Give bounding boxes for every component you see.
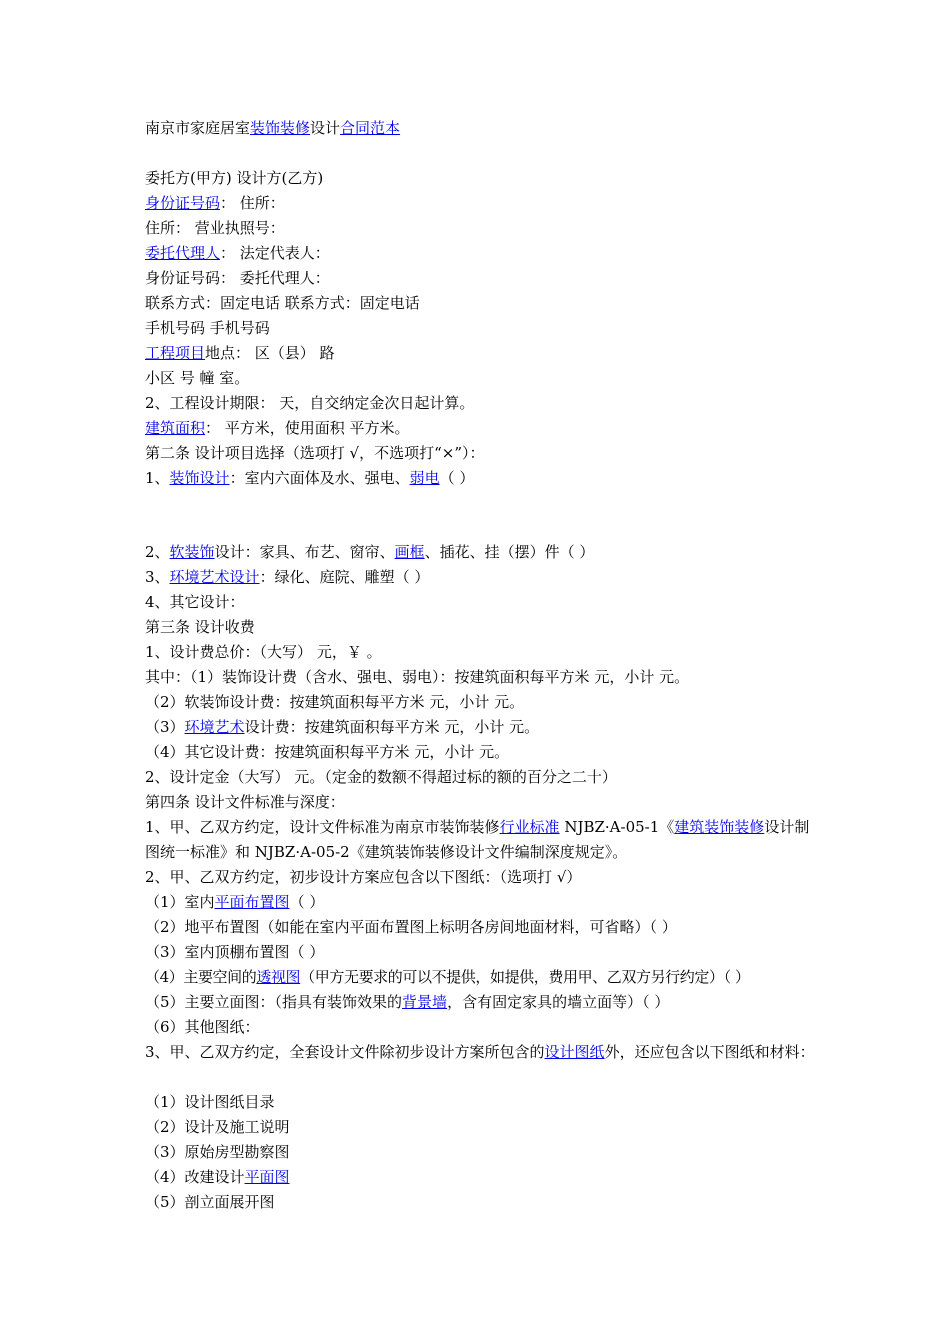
link-building-area[interactable]: 建筑面积 [145, 419, 206, 437]
article-2-heading: 第二条 设计项目选择（选项打 √，不选项打“×”）： [145, 444, 485, 462]
parties-header: 委托方(甲方) 设计方(乙方) [145, 169, 324, 187]
text: ，含有固定家具的墙立面等）（ ） [447, 993, 670, 1011]
fee-total: 1、设计费总价：（大写） 元，￥ 。 [145, 643, 382, 661]
area-line [145, 416, 410, 441]
file-item-2: （2）设计及施工说明 [145, 1118, 290, 1136]
text: 2、 [145, 543, 170, 561]
title-text: 南京市家庭居室 [145, 119, 251, 137]
link-project[interactable]: 工程项目 [145, 344, 206, 362]
standard-paragraph [145, 815, 815, 865]
drawing-item-4 [145, 965, 750, 990]
article-3-heading: 第三条 设计收费 [145, 618, 255, 636]
file-item-5: （5）剖立面展开图 [145, 1193, 275, 1211]
full-set-paragraph [145, 1040, 815, 1065]
text: 设计费：按建筑面积每平方米 元，小计 元。 [244, 718, 540, 736]
link-industry-standard[interactable]: 行业标准 [499, 818, 560, 836]
fee-item-1: 其中：（1）装饰设计费（含水、强电、弱电）：按建筑面积每平方米 元，小计 元。 [145, 668, 690, 686]
drawing-item-6: （6）其他图纸： [145, 1018, 260, 1036]
title-text: 设计 [310, 119, 341, 137]
text: 3、 [145, 568, 170, 586]
link-building-decoration[interactable]: 建筑装饰装修 [674, 818, 765, 836]
link-floor-plan[interactable]: 平面布置图 [214, 893, 290, 911]
party-line [145, 241, 330, 266]
text: 1、 [145, 469, 170, 487]
link-plan-view[interactable]: 平面图 [244, 1168, 290, 1186]
link-perspective[interactable]: 透视图 [256, 968, 301, 986]
file-item-1: （1）设计图纸目录 [145, 1093, 275, 1111]
file-item-3: （3）原始房型勘察图 [145, 1143, 290, 1161]
party-line: 住所： 营业执照号： [145, 219, 285, 237]
text: （甲方无要求的可以不提供，如提供，费用甲、乙双方另行约定）（ ） [300, 968, 750, 986]
text: （4）主要空间的 [145, 968, 257, 986]
link-agent[interactable]: 委托代理人 [145, 244, 221, 262]
text: ：室内六面体及水、强电、 [229, 469, 410, 487]
deposit-line: 2、设计定金（大写） 元。（定金的数额不得超过标的额的百分之二十） [145, 768, 617, 786]
fee-item-4: （4）其它设计费：按建筑面积每平方米 元，小计 元。 [145, 743, 510, 761]
text: ： 法定代表人： [220, 244, 330, 262]
link-environment-art[interactable]: 环境艺术 [184, 718, 245, 736]
drawing-item-1 [145, 890, 324, 915]
text: （5）主要立面图：（指具有装饰效果的 [145, 993, 403, 1011]
link-environment-art-design[interactable]: 环境艺术设计 [169, 568, 260, 586]
link-design-drawings[interactable]: 设计图纸 [544, 1043, 605, 1061]
design-item-4: 4、其它设计： [145, 593, 245, 611]
text: 外，还应包含以下图纸和材料： [604, 1043, 815, 1061]
link-id-number[interactable]: 身份证号码 [145, 194, 221, 212]
text: 设计制图统一标准》和 NJBZ·A-05-2《建筑装饰装修设计文件编制深度规定》。 [145, 818, 810, 861]
project-line: 小区 号 幢 室。 [145, 369, 250, 387]
design-item-2 [145, 540, 594, 565]
fee-item-3 [145, 715, 539, 740]
link-soft-decoration[interactable]: 软装饰 [169, 543, 215, 561]
link-picture-frame[interactable]: 画框 [394, 543, 425, 561]
link-decoration[interactable]: 装饰装修 [250, 119, 311, 137]
design-item-1 [145, 466, 474, 491]
period-line: 2、工程设计期限： 天，自交纳定金次日起计算。 [145, 394, 475, 412]
link-background-wall[interactable]: 背景墙 [402, 993, 448, 1011]
text: NJBZ·A-05-1《 [559, 818, 675, 836]
fee-item-2: （2）软装饰设计费：按建筑面积每平方米 元，小计 元。 [145, 693, 525, 711]
party-line: 身份证号码： 委托代理人： [145, 269, 330, 287]
text: 、插花、挂（摆）件（ ） [424, 543, 595, 561]
drawing-item-3: （3）室内顶棚布置图（ ） [145, 943, 325, 961]
text: 3、甲、乙双方约定，全套设计文件除初步设计方案所包含的 [145, 1043, 545, 1061]
article-4-heading: 第四条 设计文件标准与深度： [145, 793, 345, 811]
text: ：绿化、庭院、雕塑（ ） [259, 568, 430, 586]
file-item-4 [145, 1165, 290, 1190]
link-decoration-design[interactable]: 装饰设计 [169, 469, 230, 487]
text: （3） [145, 718, 185, 736]
text: （ ） [289, 893, 325, 911]
text: 1、甲、乙双方约定，设计文件标准为南京市装饰装修 [145, 818, 500, 836]
text: （1）室内 [145, 893, 215, 911]
project-line [145, 341, 335, 366]
text: ： 住所： [220, 194, 285, 212]
text: 地点： 区（县） 路 [205, 344, 335, 362]
drawing-item-2: （2）地平布置图（如能在室内平面布置图上标明各房间地面材料，可省略）（ ） [145, 918, 677, 936]
document-title [145, 116, 400, 141]
text: 设计：家具、布艺、窗帘、 [214, 543, 395, 561]
text: （ ） [439, 469, 475, 487]
design-item-3 [145, 565, 429, 590]
preliminary-paragraph: 2、甲、乙双方约定，初步设计方案应包含以下图纸：（选项打 √） [145, 868, 582, 886]
text: ： 平方米，使用面积 平方米。 [205, 419, 410, 437]
party-line: 手机号码 手机号码 [145, 319, 270, 337]
text: （4）改建设计 [145, 1168, 245, 1186]
link-contract-template[interactable]: 合同范本 [340, 119, 401, 137]
party-line: 联系方式：固定电话 联系方式：固定电话 [145, 294, 420, 312]
drawing-item-5 [145, 990, 669, 1015]
link-weak-current[interactable]: 弱电 [409, 469, 440, 487]
party-line [145, 191, 285, 216]
